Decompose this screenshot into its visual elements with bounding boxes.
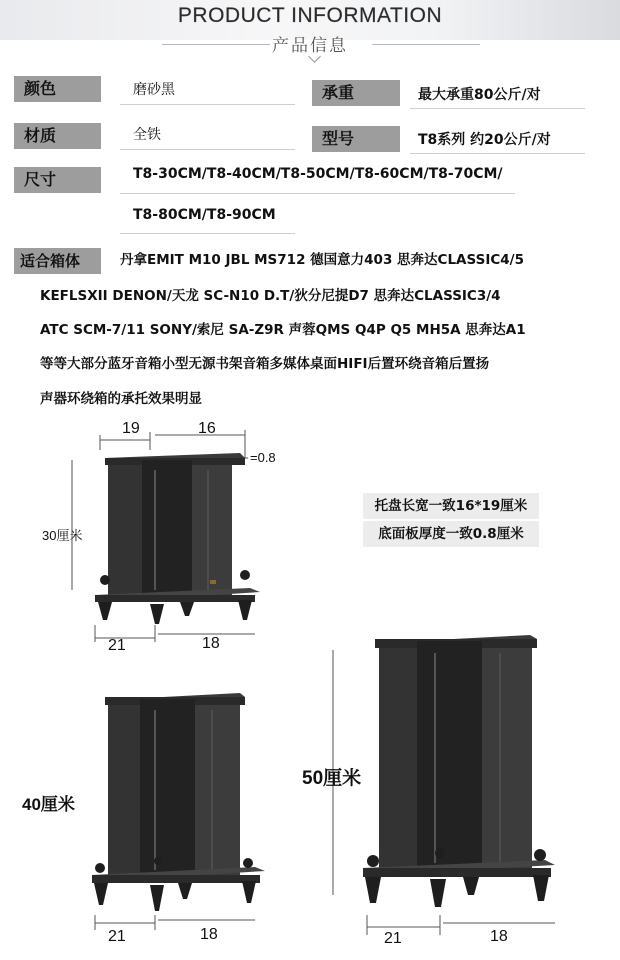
- compat-line-2: KEFLSXII DENON/天龙 SC-N10 D.T/狄分尼提D7 思奔达CLASSIC3/4: [40, 288, 501, 304]
- model-value: T8系列 约20公斤/对: [418, 132, 551, 148]
- model-label: 型号: [312, 126, 400, 152]
- load-label: 承重: [312, 80, 400, 106]
- compat-line-5: 声器环绕箱的承托效果明显: [40, 391, 202, 407]
- title-english: PRODUCT INFORMATION: [177, 4, 443, 27]
- stand-50-height: 50厘米: [302, 768, 362, 789]
- stand-50-base-depth: 18: [490, 928, 508, 945]
- base-thickness-note: 底面板厚度一致0.8厘米: [363, 521, 539, 547]
- stand-40cm-illustration: [70, 685, 290, 945]
- stand-40-base-depth: 18: [200, 926, 218, 943]
- compat-line-3: ATC SCM-7/11 SONY/索尼 SA-Z9R 声蓉QMS Q4P Q5 MH5A 思奔达A1: [40, 322, 526, 338]
- load-value: 最大承重80公斤/对: [418, 87, 541, 103]
- tray-size-note: 托盘长宽一致16*19厘米: [363, 493, 539, 519]
- stand-30-height: 30厘米: [42, 528, 83, 543]
- size-underline-1: [120, 193, 515, 194]
- stand-30-top-width: 19: [122, 420, 140, 437]
- compat-line-4: 等等大部分蓝牙音箱小型无源书架音箱多媒体桌面HIFI后置环绕音箱后置扬: [40, 356, 490, 372]
- stand-50-base-width: 21: [384, 930, 402, 947]
- material-label: 材质: [14, 123, 101, 149]
- title-divider-right: [372, 44, 480, 45]
- stand-30-base-width: 21: [108, 637, 126, 654]
- load-underline: [410, 108, 585, 109]
- size-underline-2: [120, 233, 295, 234]
- stand-30-top-depth: 16: [198, 420, 216, 437]
- stand-30-base-depth: 18: [202, 635, 220, 652]
- compat-line-1: 丹拿EMIT M10 JBL MS712 德国意力403 思奔达CLASSIC4/5: [120, 252, 524, 268]
- title-chinese: 产品信息: [272, 36, 348, 56]
- size-label: 尺寸: [14, 167, 101, 193]
- material-underline: [120, 149, 295, 150]
- color-underline: [120, 104, 295, 105]
- color-value: 磨砂黑: [133, 82, 175, 98]
- stand-30-thickness: =0.8: [250, 450, 276, 465]
- size-line-1: T8-30CM/T8-40CM/T8-50CM/T8-60CM/T8-70CM/: [133, 166, 503, 182]
- stand-40-base-width: 21: [108, 928, 126, 945]
- stand-40-height: 40厘米: [22, 795, 75, 814]
- stand-50cm-illustration: [345, 625, 575, 945]
- model-underline: [410, 153, 585, 154]
- compat-label: 适合箱体: [14, 248, 101, 274]
- size-line-2: T8-80CM/T8-90CM: [133, 207, 276, 223]
- stand-30cm-illustration: [60, 420, 320, 660]
- material-value: 全铁: [133, 127, 161, 143]
- color-label: 颜色: [14, 76, 101, 102]
